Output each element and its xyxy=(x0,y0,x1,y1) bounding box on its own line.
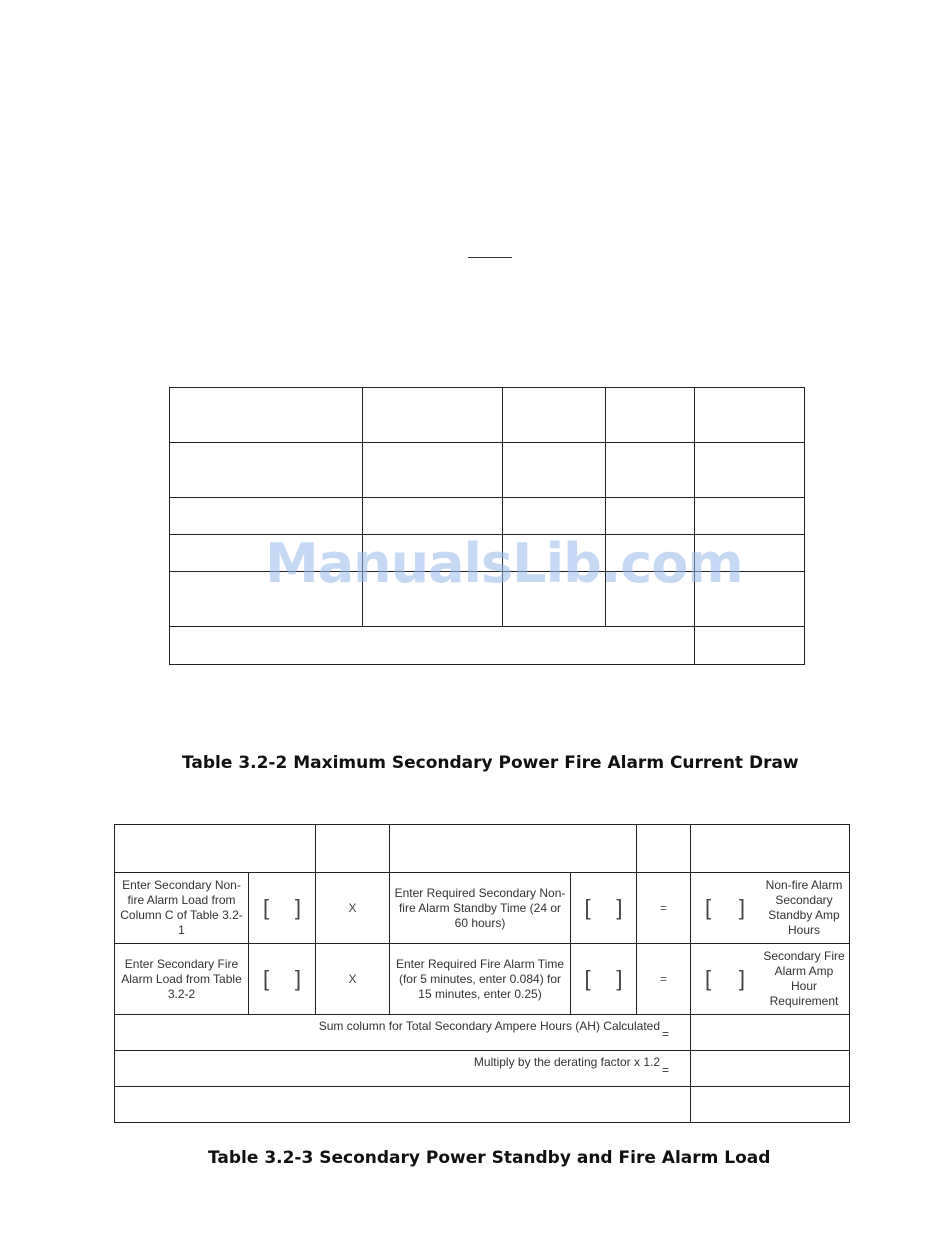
time-label: Enter Required Secondary Non-fire Alarm Standby Time (24 or 60 hours) xyxy=(390,873,571,944)
time-entry[interactable] xyxy=(571,873,637,944)
table-row xyxy=(115,873,850,944)
sum-row xyxy=(115,1015,850,1051)
table-cell xyxy=(695,535,805,572)
table-cell xyxy=(695,388,805,443)
result-cell[interactable] xyxy=(691,873,850,944)
entry-brackets: [ ] xyxy=(263,966,301,991)
table-cell xyxy=(170,627,695,665)
table-row xyxy=(115,944,850,1015)
result-label: Non-fire Alarm Secondary Standby Amp Hours xyxy=(765,878,843,937)
table-cell xyxy=(115,825,316,873)
sum-label: Sum column for Total Secondary Ampere Hours (AH) Calculated xyxy=(318,1019,660,1033)
table-total-row xyxy=(170,627,805,665)
watermark: ManualsLib.com xyxy=(265,532,743,595)
sum-value-cell[interactable] xyxy=(691,1015,850,1051)
multiply-sign: X xyxy=(316,873,390,944)
table-cell xyxy=(606,388,695,443)
table-cell xyxy=(170,535,363,572)
multiply-sign: X xyxy=(316,944,390,1015)
table-row xyxy=(170,535,805,572)
table-cell xyxy=(363,388,503,443)
entry-brackets: [ ] xyxy=(705,966,745,991)
table-cell xyxy=(363,535,503,572)
table-cell xyxy=(390,825,637,873)
derating-label: Multiply by the derating factor x 1.2 xyxy=(473,1055,660,1069)
table-cell xyxy=(503,388,606,443)
derating-value-cell[interactable] xyxy=(691,1051,850,1087)
total-row xyxy=(115,1087,850,1123)
table-cell xyxy=(637,825,691,873)
entry-brackets: [ ] xyxy=(263,895,301,920)
table-row xyxy=(170,572,805,627)
total-label-cell xyxy=(115,1087,691,1123)
table-row xyxy=(170,443,805,498)
load-entry[interactable] xyxy=(249,873,316,944)
load-label: Enter Secondary Fire Alarm Load from Table 3.2-2 xyxy=(115,944,249,1015)
table-cell xyxy=(363,572,503,627)
time-label: Enter Required Fire Alarm Time (for 5 minutes, enter 0.084) for 15 minutes, enter 0.25) xyxy=(390,944,571,1015)
table-3-2-2-caption: Table 3.2-2 Maximum Secondary Power Fire Alarm Current Draw xyxy=(182,753,799,773)
table-cell xyxy=(170,498,363,535)
total-value-cell[interactable] xyxy=(691,1087,850,1123)
header-row xyxy=(115,825,850,873)
table-row xyxy=(170,498,805,535)
table-cell xyxy=(691,825,850,873)
table-cell xyxy=(606,535,695,572)
table-cell xyxy=(606,498,695,535)
table-cell xyxy=(170,572,363,627)
result-label: Secondary Fire Alarm Amp Hour Requirement xyxy=(763,949,845,1008)
table-3-2-3-caption: Table 3.2-3 Secondary Power Standby and Fire Alarm Load xyxy=(208,1148,771,1168)
equals-sign: = xyxy=(661,1063,669,1077)
derating-label-cell xyxy=(115,1051,691,1087)
table-cell xyxy=(695,572,805,627)
table-cell xyxy=(363,498,503,535)
equals-sign: = xyxy=(637,873,691,944)
entry-brackets: [ ] xyxy=(584,895,623,920)
table-row xyxy=(170,388,805,443)
table-cell xyxy=(316,825,390,873)
time-entry[interactable] xyxy=(571,944,637,1015)
load-entry[interactable] xyxy=(249,944,316,1015)
sum-label-cell xyxy=(115,1015,691,1051)
table-cell xyxy=(606,572,695,627)
equals-sign: = xyxy=(637,944,691,1015)
table-cell xyxy=(503,498,606,535)
table-cell xyxy=(606,443,695,498)
table-cell xyxy=(503,443,606,498)
table-cell xyxy=(363,443,503,498)
table-cell xyxy=(695,627,805,665)
entry-brackets: [ ] xyxy=(705,895,745,920)
equals-sign: = xyxy=(661,1027,669,1041)
load-label: Enter Secondary Non-fire Alarm Load from Column C of Table 3.2-1 xyxy=(115,873,249,944)
table-cell xyxy=(503,535,606,572)
table-cell xyxy=(695,443,805,498)
table-cell xyxy=(170,443,363,498)
entry-brackets: [ ] xyxy=(584,966,623,991)
derating-row xyxy=(115,1051,850,1087)
table-cell xyxy=(695,498,805,535)
short-rule xyxy=(468,257,512,258)
result-cell[interactable] xyxy=(691,944,850,1015)
table-cell xyxy=(170,388,363,443)
table-3-2-2 xyxy=(169,387,805,665)
table-cell xyxy=(503,572,606,627)
table-3-2-3 xyxy=(114,824,850,1123)
